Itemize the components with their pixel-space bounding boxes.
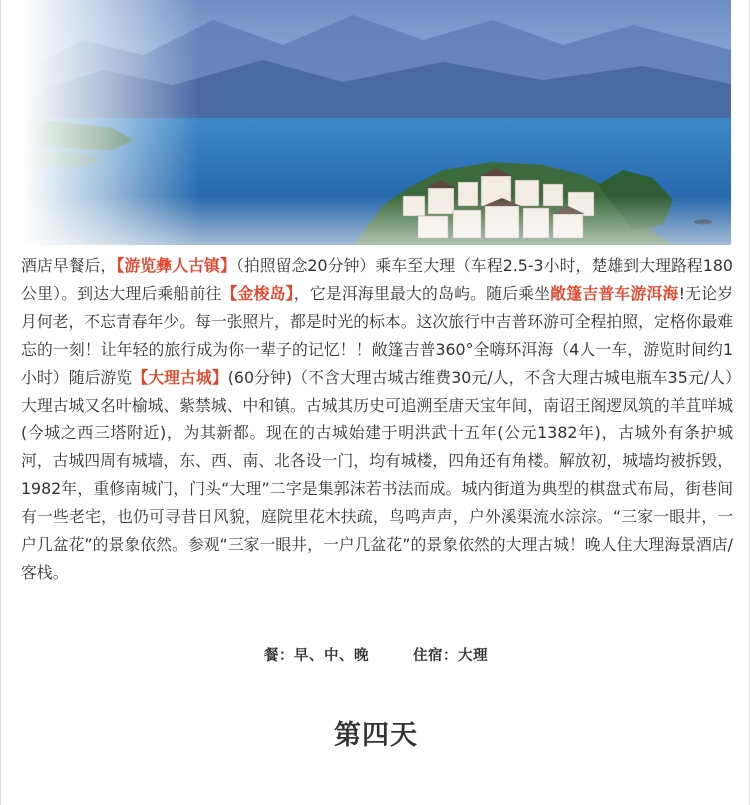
meals-lodging-line [1, 644, 750, 665]
paragraph-text: （拍照留念20分钟）乘车至大理（车程2.5-3小时，楚雄到大理路程180公里）。到达大理后乘船前往 [21, 256, 733, 303]
lodging-info: 住宿：大理 [413, 648, 488, 664]
paragraph-text: 酒店早餐后， [21, 256, 117, 275]
paragraph-text: ，它是洱海里最大的岛屿。随后乘坐 [293, 283, 551, 303]
highlighted-attraction: 【金梭岛】 [221, 283, 294, 303]
highlighted-attraction: 【游览彝人古镇】 [116, 256, 236, 275]
meals-info: 餐：早、中、晚 [264, 648, 369, 664]
paragraph-text: (60分钟)（不含大理古城古维费30元/人，不含大理古城电瓶车35元/人）大理古城又名叶榆城、紫禁城、中和镇。古城其历史可追溯至唐天宝年间，南诏王阁逻凤筑的羊苴咩城(今城之西三塔附近)，为其新都。现在的古城始建于明洪武十五年(公元1382年)，古城外有条护城河，古城四周有城墙，东、西、南、北各设一门，均有城楼，四角还有角楼。解放初，城墙均被拆毁，1982年，重修南城门，门头“大理”二字是集郭沫若书法而成。城内街道为典型的棋盘式布局，街巷间有一些老宅，也仍可寻昔日风貌，庭院里花木扶疏，鸟鸣声声，户外溪渠流水淙淙。“三家一眼井，一户几盆花”的景象依然。参观“三家一眼井，一户几盆花”的景象依然的大理古城！晚人住大理海景酒店/客栈。 [21, 367, 733, 582]
day-heading: 第四天 [334, 720, 418, 751]
itinerary-description [21, 252, 733, 587]
paragraph-text: !无论岁月何老，不忘青春年少。每一张照片，都是时光的标本。这次旅行中吉普环游可全程拍照，定格你最难忘的一刻！让年轻的旅行成为你一辈子的记忆！！敞篷吉普360°全嗨环洱海（4人一车，游览时间约1小时）随后游览 [21, 283, 733, 387]
erhai-lake-photo [23, 0, 731, 245]
highlighted-attraction: 敞篷吉普车游洱海 [550, 283, 679, 303]
highlighted-attraction: 【大理古城】 [132, 367, 228, 387]
